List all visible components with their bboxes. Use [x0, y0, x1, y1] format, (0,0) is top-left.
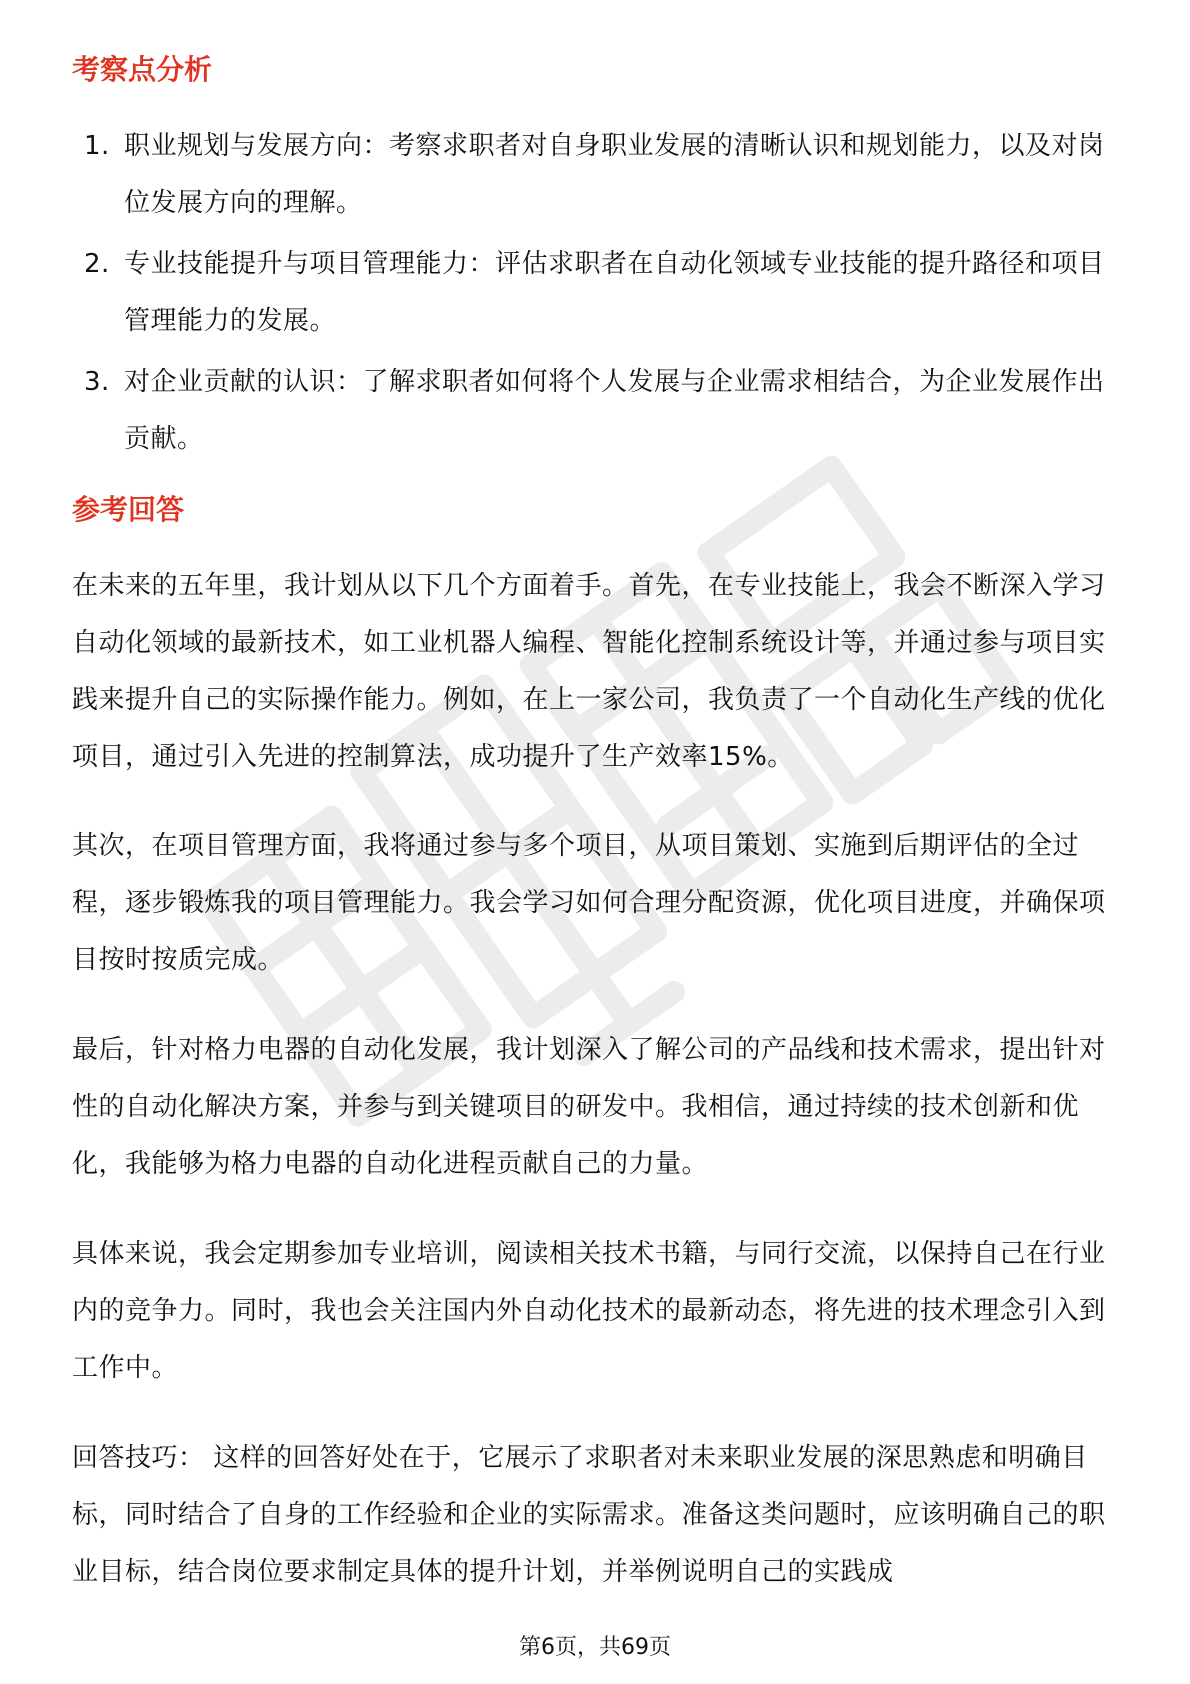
- item-text: 职业规划与发展方向：考察求职者对自身职业发展的清晰认识和规划能力，以及对岗位发展方向的理解。: [124, 131, 1105, 218]
- item-number: 1.: [84, 131, 110, 161]
- answer-paragraph: 最后，针对格力电器的自动化发展，我计划深入了解公司的产品线和技术需求，提出针对性的自动化解决方案，并参与到关键项目的研发中。我相信，通过持续的技术创新和优化，我能够为格力电器的自动化进程贡献自己的力量。: [72, 1035, 1106, 1179]
- page-number: 第6页，共69页: [519, 1635, 671, 1660]
- item-text: 专业技能提升与项目管理能力：评估求职者在自动化领域专业技能的提升路径和项目管理能力的发展。: [124, 249, 1105, 336]
- analysis-heading: 考察点分析: [72, 53, 213, 86]
- analysis-list: [72, 118, 1122, 472]
- analysis-item: [72, 118, 1122, 232]
- answer-paragraph: 在未来的五年里，我计划从以下几个方面着手。首先，在专业技能上，我会不断深入学习自动化领域的最新技术，如工业机器人编程、智能化控制系统设计等，并通过参与项目实践来提升自己的实际操作能力。例如，在上一家公司，我负责了一个自动化生产线的优化项目，通过引入先进的控制算法，成功提升了生产效率15%。: [72, 571, 1106, 772]
- item-number: 2.: [84, 249, 110, 279]
- item-text: 对企业贡献的认识：了解求职者如何将个人发展与企业需求相结合，为企业发展作出贡献。: [124, 367, 1105, 454]
- analysis-item: [72, 354, 1122, 468]
- answer-tips-paragraph: 回答技巧： 这样的回答好处在于，它展示了求职者对未来职业发展的深思熟虑和明确目标，同时结合了自身的工作经验和企业的实际需求。准备这类问题时，应该明确自己的职业目标，结合岗位要求制定具体的提升计划，并举例说明自己的实践成: [72, 1443, 1106, 1587]
- item-number: 3.: [84, 367, 110, 397]
- answer-paragraph: 其次，在项目管理方面，我将通过参与多个项目，从项目策划、实施到后期评估的全过程，逐步锻炼我的项目管理能力。我会学习如何合理分配资源，优化项目进度，并确保项目按时按质完成。: [72, 831, 1106, 975]
- analysis-item: [72, 236, 1122, 350]
- answer-heading: 参考回答: [72, 493, 185, 526]
- answer-paragraph: 具体来说，我会定期参加专业培训，阅读相关技术书籍，与同行交流，以保持自己在行业内的竞争力。同时，我也会关注国内外自动化技术的最新动态，将先进的技术理念引入到工作中。: [72, 1239, 1106, 1383]
